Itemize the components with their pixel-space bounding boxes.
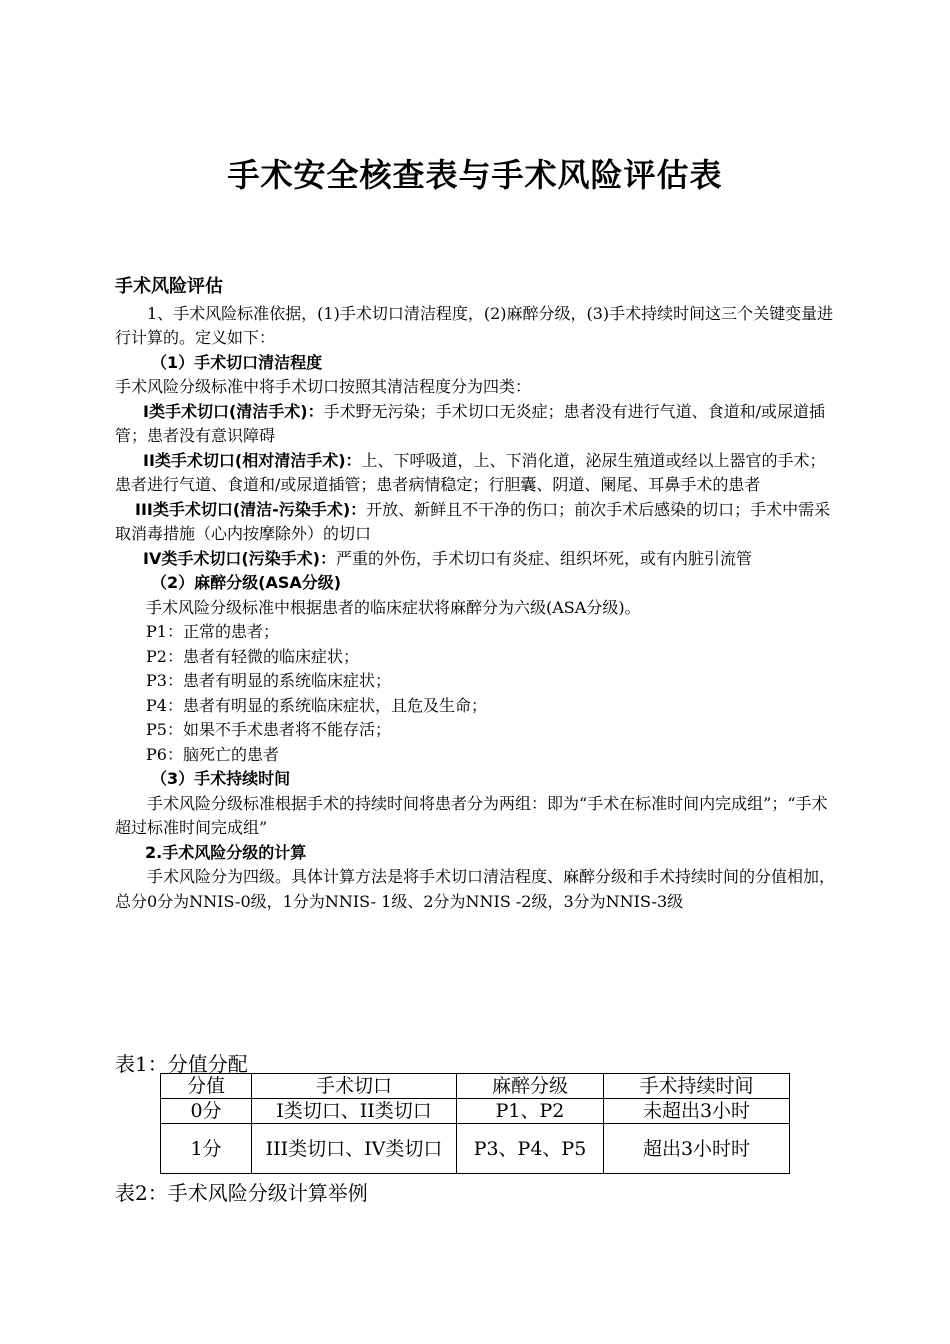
table-cell: I类切口、II类切口 xyxy=(252,1099,457,1124)
risk-calc-title: 2.手术风险分级的计算 xyxy=(145,842,307,862)
incision-class-4-label: IV类手术切口(污染手术)： xyxy=(143,548,336,568)
table-cell: III类切口、IV类切口 xyxy=(252,1124,457,1174)
table-cell: 1分 xyxy=(161,1124,252,1174)
asa-description: 手术风险分级标准中根据患者的临床症状将麻醉分为六级(ASA分级)。 xyxy=(146,597,641,617)
table-cell: 0分 xyxy=(161,1099,252,1124)
table-header-cell: 分值 xyxy=(161,1074,252,1099)
asa-item: P2：患者有轻微的临床症状； xyxy=(146,646,359,666)
table-row xyxy=(161,1124,790,1174)
risk-calc-description: 手术风险分为四级。具体计算方法是将手术切口清洁程度、麻醉分级和手术持续时间的分值相加，总分0分为NNIS-0级，1分为NNIS- 1级、2分为NNIS -2级，3分为NNIS-3级 xyxy=(115,867,836,911)
score-table xyxy=(160,1073,790,1174)
table2-caption: 表2：手术风险分级计算举例 xyxy=(115,1181,368,1205)
document-body xyxy=(115,275,839,914)
table-cell: P3、P4、P5 xyxy=(457,1124,604,1174)
section-heading: 手术风险评估 xyxy=(115,276,223,297)
asa-item: P5：如果不手术患者将不能存活； xyxy=(146,720,391,739)
incision-class-3 xyxy=(115,498,839,547)
table-row xyxy=(161,1099,790,1124)
incision-class-3-desc: 开放、新鲜且不干净的伤口；前次手术后感染的切口；手术中需采取消毒措施（心内按摩除外）的切口 xyxy=(115,499,831,543)
subsection-duration-title: （3）手术持续时间 xyxy=(151,769,291,788)
page-title: 手术安全核查表与手术风险评估表 xyxy=(227,156,723,194)
asa-item: P1：正常的患者； xyxy=(146,622,279,641)
table-cell: P1、P2 xyxy=(457,1099,604,1124)
asa-item: P4：患者有明显的系统临床症状，且危及生命； xyxy=(146,695,487,715)
table-header-cell: 麻醉分级 xyxy=(457,1074,604,1099)
incision-class-1-desc: 手术野无污染；手术切口无炎症；患者没有进行气道、食道和/或尿道插管；患者没有意识障碍 xyxy=(115,401,825,445)
incision-class-2 xyxy=(115,449,839,498)
table-header-cell: 手术切口 xyxy=(252,1074,457,1099)
incision-description: 手术风险分级标准中将手术切口按照其清洁程度分为四类： xyxy=(115,377,532,396)
subsection-incision-title: （1）手术切口清洁程度 xyxy=(151,352,323,372)
table1-caption: 表1：分值分配 xyxy=(115,1052,248,1076)
incision-class-3-label: III类手术切口(清洁-污染手术)： xyxy=(135,499,367,519)
duration-description: 手术风险分级标准根据手术的持续时间将患者分为两组：即为“手术在标准时间内完成组”；“手术超过标准时间完成组” xyxy=(115,793,828,837)
subsection-asa-title: （2）麻醉分级(ASA分级) xyxy=(151,573,342,592)
intro-paragraph: 1、手术风险标准依据，(1)手术切口清洁程度，(2)麻醉分级，(3)手术持续时间这三个关键变量进行计算的。定义如下： xyxy=(115,303,834,347)
incision-class-1-label: I类手术切口(清洁手术)： xyxy=(143,401,324,421)
table-header-row xyxy=(161,1074,790,1099)
incision-class-2-desc: 上、下呼吸道，上、下消化道，泌尿生殖道或经以上器官的手术；患者进行气道、食道和/或尿道插管；患者病情稳定；行胆囊、阴道、阑尾、耳鼻手术的患者 xyxy=(115,450,826,494)
table-header-cell: 手术持续时间 xyxy=(604,1074,790,1099)
table-cell: 未超出3小时 xyxy=(604,1099,790,1124)
incision-class-2-label: II类手术切口(相对清洁手术)： xyxy=(143,450,362,470)
incision-class-1 xyxy=(115,400,839,449)
incision-class-4-desc: 严重的外伤，手术切口有炎症、组织坏死，或有内脏引流管 xyxy=(335,548,752,568)
asa-item: P6：脑死亡的患者 xyxy=(146,744,279,764)
table-cell: 超出3小时时 xyxy=(604,1124,790,1174)
incision-class-4 xyxy=(115,547,839,572)
asa-item: P3：患者有明显的系统临床症状； xyxy=(146,671,391,690)
